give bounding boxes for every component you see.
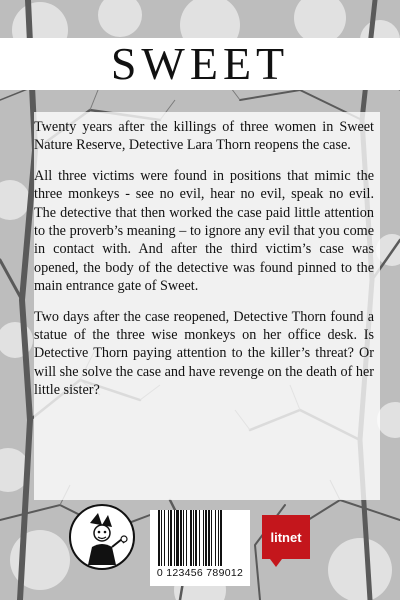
back-cover-blurb [34, 118, 374, 412]
barcode-number: 0 123456 789012 [156, 567, 244, 579]
barcode-icon [158, 510, 246, 566]
barcode [150, 510, 250, 586]
book-title: SWEET [110, 38, 290, 89]
publisher-logo-text: litnet [270, 529, 302, 545]
litnet-logo [262, 515, 310, 559]
litnet-logo-tail [270, 559, 282, 567]
jester-figure-icon [68, 503, 136, 571]
blurb-paragraph-1: Twenty years after the killings of three women in Sweet Nature Reserve, Detective Lara Thorn reopens the case. [34, 119, 374, 154]
blurb-paragraph-3: Two days after the case reopened, Detective Thorn found a statue of the three wise monkeys on her office desk. Is Detective Thorn paying attention to the killer’s threat? Or will she solve the case and have revenge on the death of her little sister? [34, 308, 374, 399]
blurb-paragraph-2: All three victims were found in positions that mimic the three monkeys - see no evil, hear no evil, speak no evil. The detective that then worked the case paid little attention to the proverb’s meaning – to ignore any evil that you come in contact with. And after the third victim’s case was opened, the body of the detective was found pinned to the main entrance gate of Sweet. [34, 167, 374, 295]
title-band [0, 38, 400, 90]
